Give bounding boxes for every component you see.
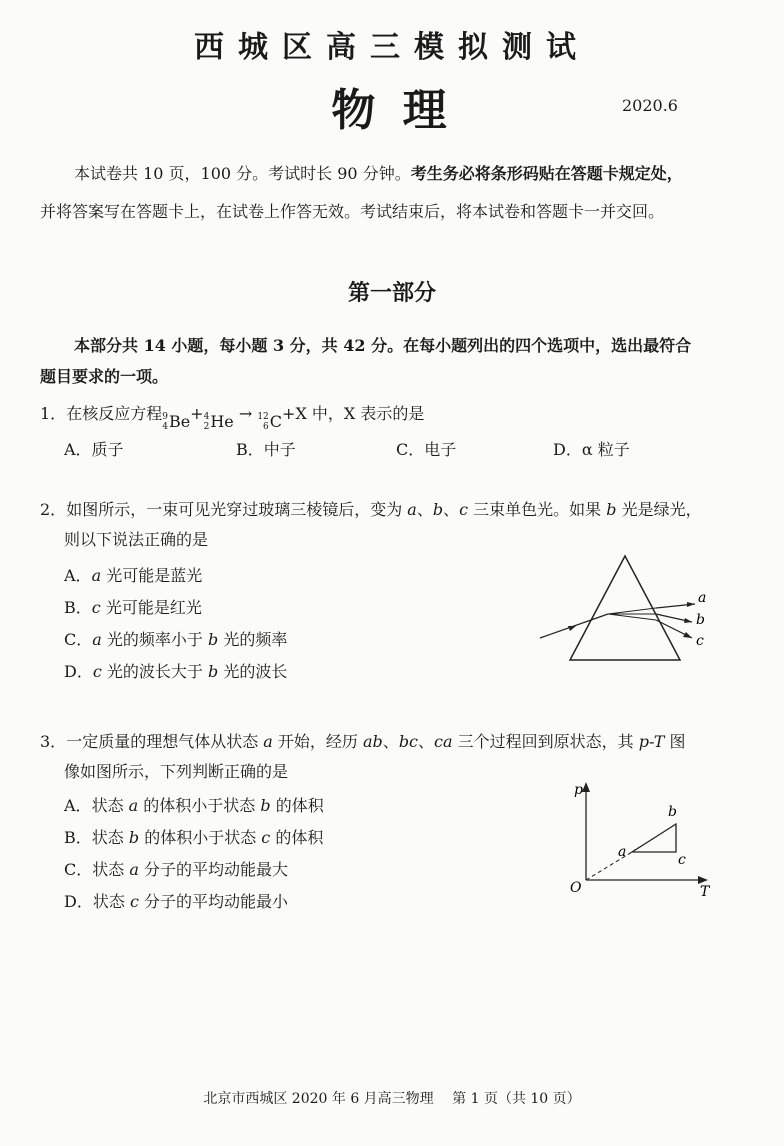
q2-option-c [64,626,287,654]
var-b: b [432,500,444,519]
question-1 [40,400,740,436]
option-label: B． [64,598,92,617]
label-state-c: c [678,852,686,868]
nuclide-c [257,408,282,436]
separator: 、 [418,732,435,751]
question-number: 2． [40,500,67,519]
separator: 、 [443,500,460,519]
process-triangle [632,824,676,852]
option-text: 状态 [91,796,129,815]
option-var: a [91,566,102,585]
q2-option-b [64,594,202,622]
var-c: c [459,500,469,519]
option-label: B． [64,828,92,847]
option-text: 状态 [92,860,130,879]
question-number: 1． [40,404,67,423]
question-text: 光是绿光， [616,500,702,519]
option-text: 的体积小于状态 [138,796,261,815]
option-text: 光的频率 [218,630,288,649]
option-label: C． [64,860,93,879]
var-pT: p-T [638,732,665,751]
intro-line-1 [74,158,734,190]
q1-option-d: D．α 粒子 [553,440,630,459]
question-text: 在核反应方程 [66,404,163,423]
intro-bold-text: 考生务必将条形码贴在答题卡规定处， [410,164,683,183]
option-var: a [92,630,102,649]
intro-line-2: 并将答案写在答题卡上，在试卷上作答无效。考试结束后，将本试卷和答题卡一并交回。 [40,202,665,221]
t-axis-arrowhead [698,876,708,884]
question-text: 开始，经历 [272,732,364,751]
charge-number: 4 [162,422,168,432]
option-var: c [92,662,102,681]
option-text: 光的波长 [218,662,288,681]
option-var: c [129,892,139,911]
option-label: A． [64,566,92,585]
element-symbol: C [269,412,283,431]
var-b: b [606,500,617,519]
label-state-a: a [618,844,627,860]
option-text: 光的频率小于 [101,630,208,649]
mass-number: 12 [257,412,269,422]
q3-option-a [64,792,324,820]
q2-option-d [64,658,287,686]
process-ca: ca [434,732,453,751]
label-b: b [696,612,705,628]
nuclide-he [204,408,234,436]
option-text: 光可能是红光 [100,598,202,617]
prism-triangle [570,556,680,660]
option-text: 光的波长大于 [101,662,208,681]
separator: 、 [382,732,399,751]
plus-sign: + [190,404,204,423]
option-var: b [208,662,219,681]
question-2 [40,496,760,524]
option-text: 的体积小于状态 [139,828,262,847]
q1-option-b: B．中子 [236,440,296,459]
charge-number: 6 [263,422,269,432]
q3-option-c [64,856,288,884]
option-label: D． [64,892,93,911]
intro-text: 本试卷共 10 页，100 分。考试时长 90 分钟。 [74,164,411,183]
separator: 、 [416,500,433,519]
option-text: 的体积 [270,828,324,847]
option-label: C． [64,630,93,649]
subject-title: 物 理 [331,85,453,136]
charge-number: 2 [203,422,210,432]
option-text: 状态 [92,892,130,911]
label-c: c [696,633,704,649]
question-text: 三个过程回到原状态，其 [452,732,639,751]
q3-option-d [64,888,288,916]
option-label: A． [64,796,92,815]
option-label: D． [64,662,93,681]
label-a: a [698,590,707,606]
option-var: a [129,860,139,879]
section-instructions-2: 题目要求的一项。 [40,367,169,386]
pt-graph [560,776,720,900]
section-title: 第一部分 [347,280,436,306]
question-3 [40,728,760,756]
question-text: 图 [664,732,686,751]
var-a: a [263,732,273,751]
q2-option-a [64,562,202,590]
question-text: 一定质量的理想气体从状态 [66,732,264,751]
option-var: b [207,630,219,649]
process-bc: bc [398,732,419,751]
reaction-arrow: → [238,404,253,423]
option-var: b [128,828,140,847]
exam-date: 2020.6 [622,96,678,115]
mass-number: 4 [203,412,210,422]
option-text: 的体积 [270,796,324,815]
incident-arrowhead [568,626,576,631]
prism-diagram [530,552,720,664]
arrowhead-c [683,632,692,638]
q3-option-b [64,824,323,852]
option-text: 分子的平均动能最大 [138,860,288,879]
label-o: O [570,880,582,896]
option-var: c [91,598,101,617]
option-var: c [261,828,271,847]
option-text: 光可能是蓝光 [101,566,203,585]
var-a: a [407,500,417,519]
section-instructions-1: 本部分共 14 小题，每小题 3 分，共 42 分。在每小题列出的四个选项中，选出最符合 [74,336,692,355]
q1-option-a: A．质子 [64,440,124,459]
option-var: b [260,796,271,815]
inner-ray-a [608,608,656,614]
mass-number: 9 [162,412,168,422]
label-state-b: b [668,804,677,820]
element-symbol: Be [168,412,191,431]
question-2-line-2: 则以下说法正确的是 [64,530,209,549]
nuclide-be [162,408,190,436]
exam-title: 西城区高三模拟测试 [194,30,590,65]
question-text: 三束单色光。如果 [468,500,607,519]
question-3-line-2: 像如图所示，下列判断正确的是 [64,762,289,781]
p-axis-arrowhead [582,782,590,792]
element-symbol: He [210,412,234,431]
label-t: T [700,884,710,900]
question-text: 如图所示，一束可见光穿过玻璃三棱镜后，变为 [66,500,408,519]
process-ab: ab [363,732,383,751]
question-text: +X 中，X 表示的是 [282,404,425,423]
option-text: 分子的平均动能最小 [138,892,288,911]
page-footer: 北京市西城区 2020 年 6 月高三物理 第 1 页（共 10 页） [203,1091,581,1107]
label-p: p [574,782,583,798]
inner-ray-c [608,614,656,620]
q1-option-c: C．电子 [396,440,457,459]
question-number: 3． [40,732,67,751]
option-text: 状态 [91,828,129,847]
option-var: a [128,796,139,815]
